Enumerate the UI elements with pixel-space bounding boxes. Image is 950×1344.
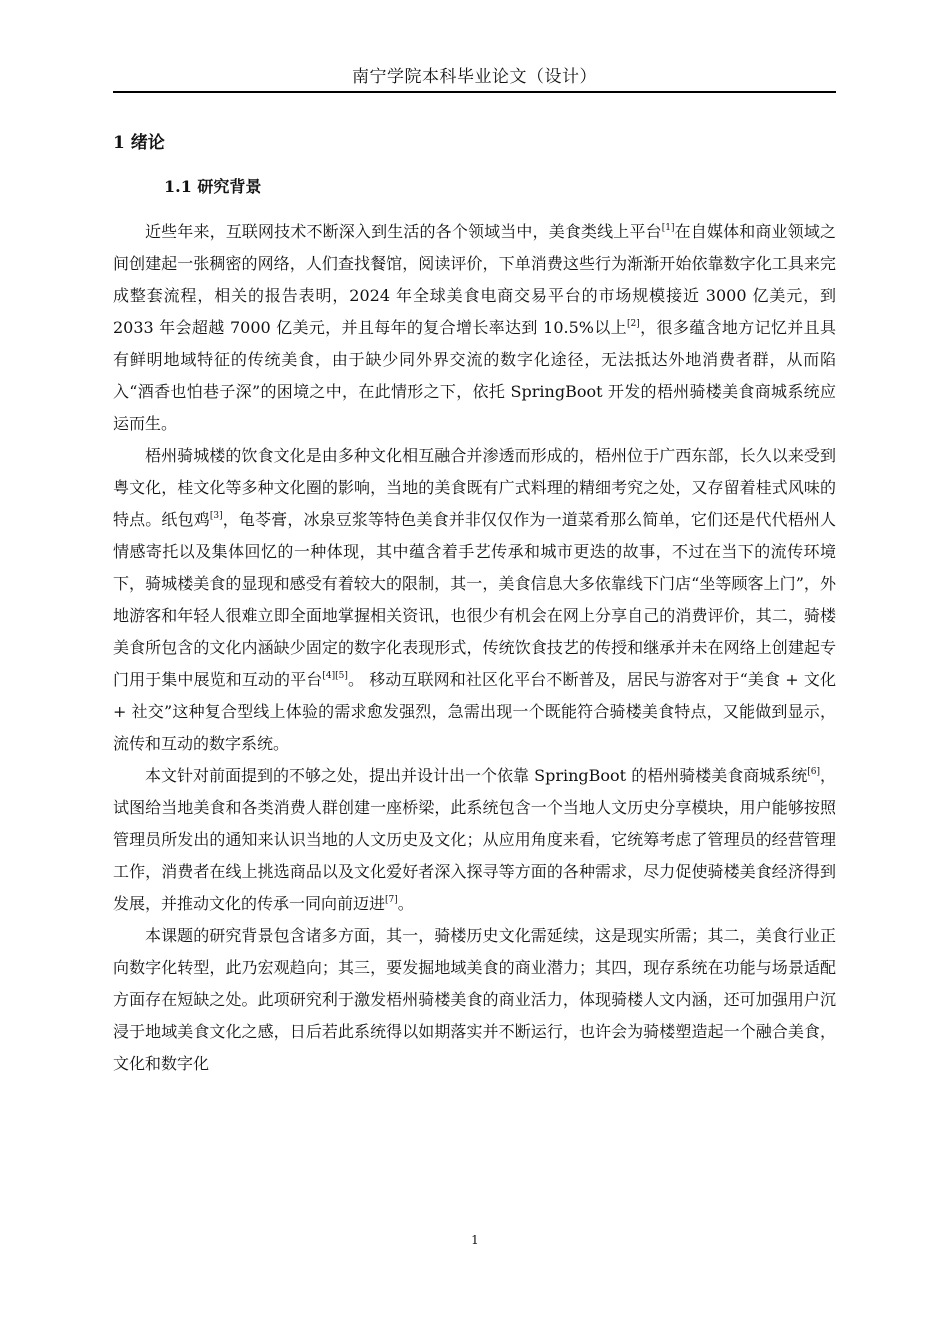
paragraph-text: 。 移动互联网和社区化平台不断普及，居民与游客对于“美食 + 文化 + 社交”这种复合型线上体验的需求愈发强烈，急需出现一个既能符合骑楼美食特点，又能做到显示，流传和互动的数字系统。 — [113, 670, 836, 753]
paragraph-1 — [113, 216, 836, 440]
chapter-title: 1 绪论 — [113, 133, 165, 153]
body-text — [113, 216, 836, 1080]
paragraph-text: 近些年来，互联网技术不断深入到生活的各个领域当中，美食类线上平台 — [145, 222, 662, 241]
paragraph-text: ，试图给当地美食和各类消费人群创建一座桥梁，此系统包含一个当地人文历史分享模块，用户能够按照管理员所发出的通知来认识当地的人文历史及文化；从应用角度来看，它统筹考虑了管理员的经营管理工作，消费者在线上挑选商品以及文化爱好者深入探寻等方面的各种需求，尽力促使骑楼美食经济得到发展，并推动文化的传承一同向前迈进 — [113, 766, 836, 913]
paragraph-text: ，龟苓膏，冰泉豆浆等特色美食并非仅仅作为一道菜肴那么简单，它们还是代代梧州人情感寄托以及集体回忆的一种体现，其中蕴含着手艺传承和城市更迭的故事，不过在当下的流传环境下，骑城楼美食的显现和感受有着较大的限制，其一，美食信息大多依靠线下门店“坐等顾客上门”，外地游客和年轻人很难立即全面地掌握相关资讯，也很少有机会在网上分享自己的消费评价，其二，骑楼美食所包含的文化内涵缺少固定的数字化表现形式，传统饮食技艺的传授和继承并未在网络上创建起专门用于集中展览和互动的平台 — [113, 510, 836, 689]
paragraph-text: ，很多蕴含地方记忆并且具有鲜明地域特征的传统美食，由于缺少同外界交流的数字化途径，无法抵达外地消费者群，从而陷入“酒香也怕巷子深”的困境之中，在此情形之下，依托 SpringBoot 开发的梧州骑楼美食商城系统应运而生。 — [113, 318, 836, 433]
paragraph-text: 梧州骑城楼的饮食文化是由多种文化相互融合并渗透而形成的，梧州位于广西东部，长久以来受到粤文化，桂文化等多种文化圈的影响，当地的美食既有广式料理的精细考究之处，又存留着桂式风味的特点。纸包鸡 — [113, 446, 836, 529]
page-number: 1 — [471, 1233, 479, 1247]
citation: [2] — [627, 319, 640, 329]
citation: [4][5] — [322, 671, 348, 681]
citation: [3] — [209, 511, 223, 521]
citation: [6] — [807, 767, 820, 777]
paragraph-text: 在自媒体和商业领域之间创建起一张稠密的网络，人们查找餐馆，阅读评价，下单消费这些行为渐渐开始依靠数字化工具来完成整套流程，相关的报告表明，2024 年全球美食电商交易平台的市场规模接近 3000 亿美元，到 2033 年会超越 7000 亿美元，并且每年的复合增长率达到 10.5%以上 — [113, 222, 836, 337]
running-header: 南宁学院本科毕业论文（设计） — [352, 67, 597, 87]
citation: [1] — [661, 223, 675, 233]
paragraph-text: 本文针对前面提到的不够之处，提出并设计出一个依靠 SpringBoot 的梧州骑楼美食商城系统 — [145, 766, 808, 785]
citation: [7] — [385, 895, 398, 905]
header-rule — [113, 91, 836, 93]
paragraph-3 — [113, 760, 836, 920]
paragraph-2 — [113, 440, 836, 760]
paragraph-text: 。 — [397, 894, 414, 913]
section-title: 1.1 研究背景 — [164, 177, 262, 196]
paragraph-text: 本课题的研究背景包含诸多方面，其一，骑楼历史文化需延续，这是现实所需；其二，美食行业正向数字化转型，此乃宏观趋向；其三，要发掘地域美食的商业潜力；其四，现存系统在功能与场景适配方面存在短缺之处。此项研究利于激发梧州骑楼美食的商业活力，体现骑楼人文内涵，还可加强用户沉浸于地域美食文化之感，日后若此系统得以如期落实并不断运行，也许会为骑楼塑造起一个融合美食，文化和数字化 — [113, 926, 836, 1073]
paragraph-4 — [113, 920, 836, 1080]
